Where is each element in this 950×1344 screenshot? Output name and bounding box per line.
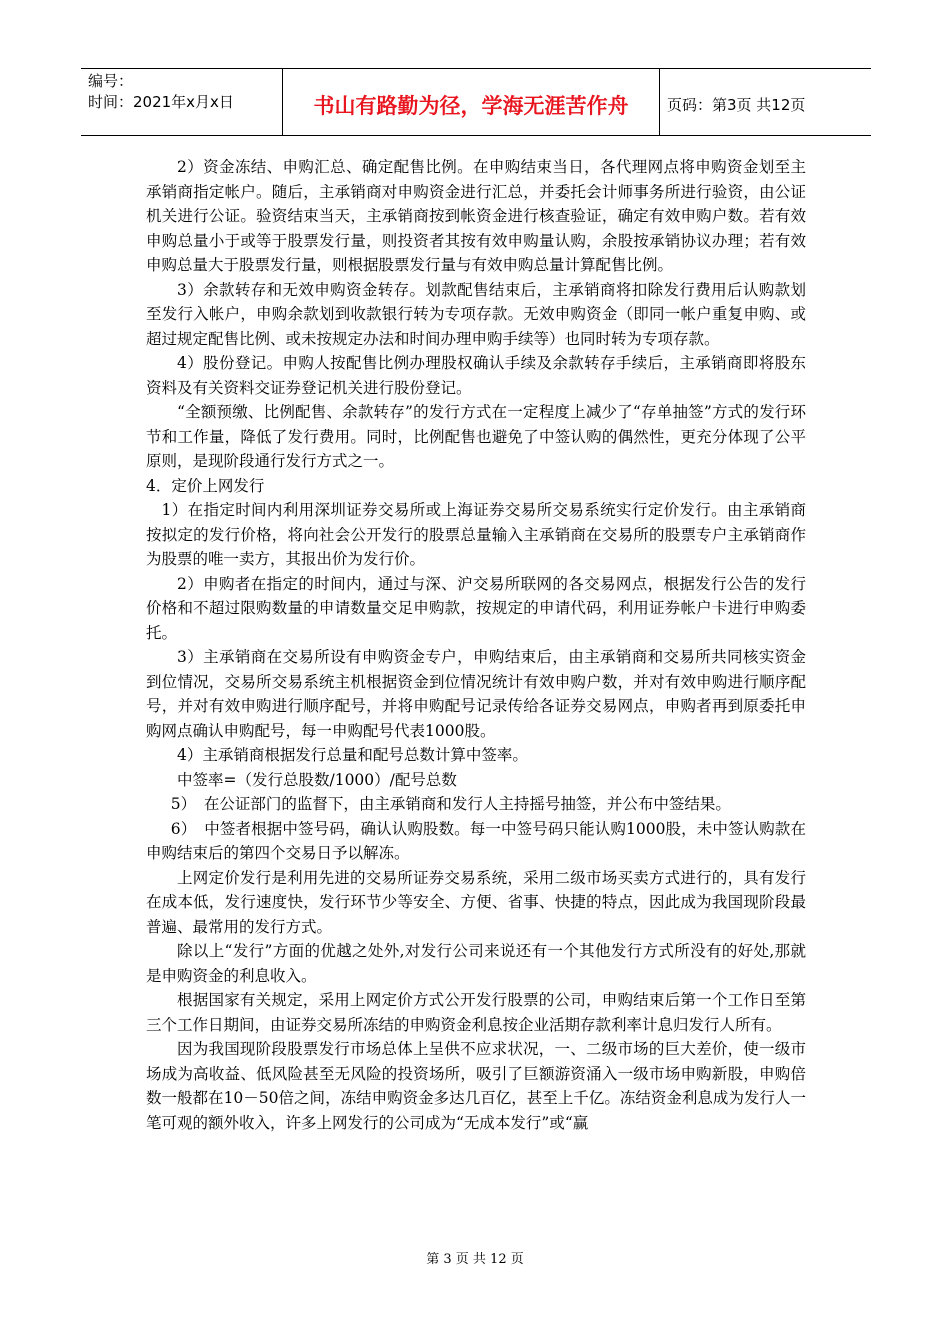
paragraph: 6） 中签者根据中签号码，确认认购股数。每一中签号码只能认购1000股，未中签认购款在申购结束后的第四个交易日予以解冻。 xyxy=(146,819,806,862)
paragraph: 3）主承销商在交易所设有申购资金专户，申购结束后，由主承销商和交易所共同核实资金到位情况，交易所交易系统主机根据资金到位情况统计有效申购户数，并对有效申购进行顺序配号，并对有效申购进行顺序配号，并将申购配号记录传给各证券交易网点，申购者再到原委托申购网点确认申购配号，每一申购配号代表1000股。 xyxy=(146,648,806,740)
header-motto-cell xyxy=(283,69,660,135)
document-number-label: 编号： xyxy=(88,72,134,90)
paragraph: “全额预缴、比例配售、余款转存”的发行方式在一定程度上减少了“存单抽签”方式的发行环节和工作量，降低了发行费用。同时，比例配售也避免了中签认购的偶然性，更充分体现了公平原则，是现阶段通行发行方式之一。 xyxy=(146,403,806,470)
paragraph: 4）主承销商根据发行总量和配号总数计算中签率。 xyxy=(177,746,528,764)
document-body xyxy=(146,155,806,1135)
footer-page-number: 第 3 页 共 12 页 xyxy=(426,1252,524,1267)
paragraph: 1）在指定时间内利用深圳证券交易所或上海证券交易所交易系统实行定价发行。由主承销商按拟定的发行价格，将向社会公开发行的股票总量输入主承销商在交易所的股票专户主承销商作为股票的唯一卖方，其报出价为发行价。 xyxy=(146,501,806,568)
paragraph: 上网定价发行是利用先进的交易所证券交易系统，采用二级市场买卖方式进行的，具有发行在成本低，发行速度快，发行环节少等安全、方便、省事、快捷的特点，因此成为我国现阶段最普遍、最常用的发行方式。 xyxy=(146,868,806,936)
paragraph: 因为我国现阶段股票发行市场总体上呈供不应求状况，一、二级市场的巨大差价，使一级市场成为高收益、低风险甚至无风险的投资场所，吸引了巨额游资涌入一级市场申购新股，申购倍数一般都在10－50倍之间，冻结申购资金多达几百亿，甚至上千亿。冻结资金利息成为发行人一笔可观的额外收入，许多上网发行的公司成为“无成本发行”或“赢 xyxy=(146,1040,806,1132)
header-page-cell xyxy=(660,69,871,135)
header-table xyxy=(81,68,871,136)
header-page-info: 页码：第3页 共12页 xyxy=(667,95,806,114)
paragraph: 2）申购者在指定的时间内，通过与深、沪交易所联网的各交易网点，根据发行公告的发行价格和不超过限购数量的申请数量交足申购款，按规定的申请代码，利用证券帐户卡进行申购委托。 xyxy=(146,574,806,642)
paragraph: 4）股份登记。申购人按配售比例办理股权确认手续及余款转存手续后，主承销商即将股东资料及有关资料交证券登记机关进行股份登记。 xyxy=(146,354,806,397)
page-footer xyxy=(0,1248,950,1267)
section-heading: 4．定价上网发行 xyxy=(146,476,265,495)
formula-line: 中签率=（发行总股数/1000）/配号总数 xyxy=(177,770,457,789)
header-meta-cell xyxy=(81,69,283,135)
document-time-label: 时间：2021年x月x日 xyxy=(88,93,234,111)
paragraph: 3）余款转存和无效申购资金转存。划款配售结束后，主承销商将扣除发行费用后认购款划至发行入帐户，申购余款划到收款银行转为专项存款。无效申购资金（即同一帐户重复申购、或超过规定配售比例、或未按规定办法和时间办理申购手续等）也同时转为专项存款。 xyxy=(146,280,806,348)
paragraph: 根据国家有关规定，采用上网定价方式公开发行股票的公司，申购结束后第一个工作日至第三个工作日期间，由证券交易所冻结的申购资金利息按企业活期存款利率计息归发行人所有。 xyxy=(146,991,806,1034)
paragraph: 除以上“发行”方面的优越之处外,对发行公司来说还有一个其他发行方式所没有的好处,那就是申购资金的利息收入。 xyxy=(146,942,806,985)
paragraph: 5） 在公证部门的监督下，由主承销商和发行人主持摇号抽签，并公布中签结果。 xyxy=(170,795,731,813)
paragraph: 2）资金冻结、申购汇总、确定配售比例。在申购结束当日，各代理网点将申购资金划至主承销商指定帐户。随后，主承销商对申购资金进行汇总，并委托会计师事务所进行验资，由公证机关进行公证。验资结束当天，主承销商按到帐资金进行核查验证，确定有效申购户数。若有效申购总量小于或等于股票发行量，则投资者其按有效申购量认购，余股按承销协议办理；若有效申购总量大于股票发行量，则根据股票发行量与有效申购总量计算配售比例。 xyxy=(146,158,806,274)
header-motto: 书山有路勤为径，学海无涯苦作舟 xyxy=(313,94,629,118)
